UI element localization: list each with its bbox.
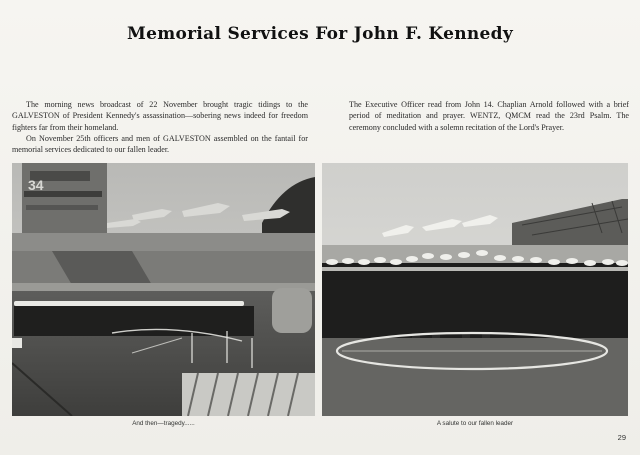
salute-photo-image [322, 163, 628, 416]
right-paragraph-1: The Executive Officer read from John 14. Chaplian Arnold followed with a brief period of meditation and prayer. WENTZ, QMCM read the 23rd Psalm. The ceremony concluded with a solemn recitation of the Lord's Prayer. [349, 100, 629, 132]
caption-right-photo: A salute to our fallen leader [436, 420, 514, 427]
left-text-column [12, 99, 308, 155]
hull-number: 34 [28, 177, 44, 193]
left-paragraph-1: The morning news broadcast of 22 November brought tragic tidings to the GALVESTON of President Kennedy's assassination—sobering news indeed for freedom fighters far from their homeland. [12, 100, 308, 132]
photo-officers-salute [322, 163, 628, 416]
page-title: Memorial Services For John F. Kennedy [127, 24, 513, 44]
carrier-photo-image [12, 163, 315, 416]
right-text-column [349, 99, 629, 133]
left-paragraph-2: On November 25th officers and men of GALVESTON assembled on the fantail for memorial services dedicated to our fallen leader. [12, 133, 308, 155]
photo-carrier-assembly [12, 163, 315, 416]
page-number: 29 [617, 433, 626, 442]
caption-left-photo: And then—tragedy...... [132, 420, 195, 427]
